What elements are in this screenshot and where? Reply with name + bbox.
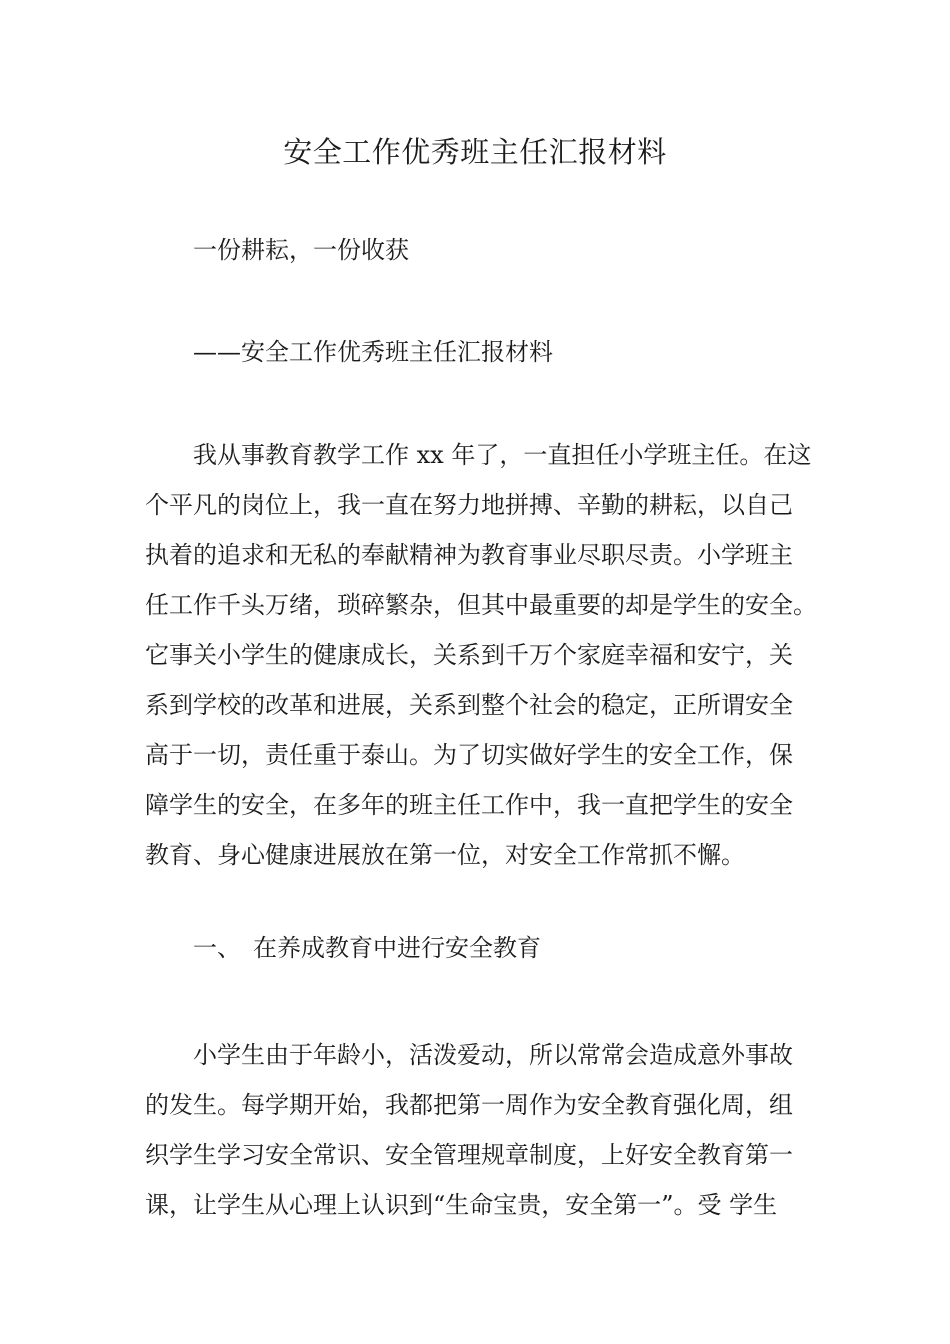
document-subtitle-secondary: ——安全工作优秀班主任汇报材料	[193, 338, 553, 366]
paragraph-line: 小学生由于年龄小，活泼爱动，所以常常会造成意外事故	[193, 1041, 793, 1069]
paragraph-section1	[145, 1030, 825, 1230]
paragraph-line: 织学生学习安全常识、安全管理规章制度，上好安全教育第一	[145, 1141, 793, 1169]
paragraph-intro	[145, 430, 825, 880]
paragraph-line: 我从事教育教学工作 xx 年了，一直担任小学班主任。在这	[193, 441, 812, 469]
paragraph-line: 教育、身心健康进展放在第一位，对安全工作常抓不懈。	[145, 841, 745, 869]
section-heading-text: 在养成教育中进行安全教育	[253, 934, 541, 962]
paragraph-line: 课，让学生从心理上认识到“生命宝贵，安全第一”。受 学生	[145, 1191, 778, 1219]
document-title: 安全工作优秀班主任汇报材料	[283, 135, 667, 169]
paragraph-line: 任工作千头万绪，琐碎繁杂，但其中最重要的却是学生的安全。	[145, 591, 817, 619]
section-number: 一、	[193, 934, 241, 962]
section-heading	[193, 932, 541, 964]
document-subtitle: 一份耕耘，一份收获	[193, 236, 409, 264]
paragraph-line: 高于一切，责任重于泰山。为了切实做好学生的安全工作，保	[145, 741, 793, 769]
paragraph-line: 障学生的安全，在多年的班主任工作中，我一直把学生的安全	[145, 791, 793, 819]
paragraph-line: 的发生。每学期开始，我都把第一周作为安全教育强化周，组	[145, 1091, 793, 1119]
paragraph-line: 执着的追求和无私的奉献精神为教育事业尽职尽责。小学班主	[145, 541, 793, 569]
paragraph-line: 系到学校的改革和进展，关系到整个社会的稳定，正所谓安全	[145, 691, 793, 719]
paragraph-line: 个平凡的岗位上，我一直在努力地拼搏、辛勤的耕耘，以自己	[145, 491, 793, 519]
paragraph-line: 它事关小学生的健康成长，关系到千万个家庭幸福和安宁，关	[145, 641, 793, 669]
